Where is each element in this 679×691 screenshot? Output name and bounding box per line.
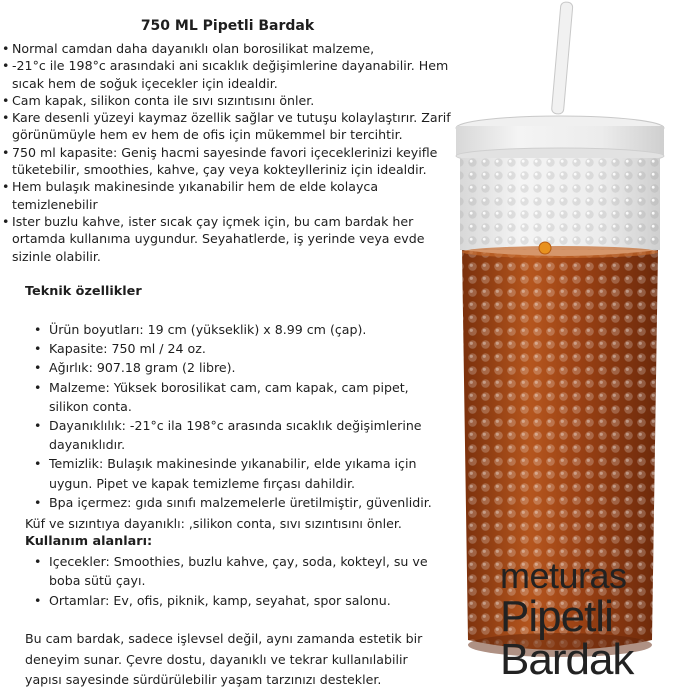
spec-item: • Ağırlık: 907.18 gram (2 libre).: [49, 358, 444, 377]
usage-item: • Ortamlar: Ev, ofis, piknik, kamp, seyahat, spor salonu.: [49, 591, 444, 610]
brand-logo: meturas: [500, 555, 627, 596]
feature-item: • Hem bulaşık makinesinde yıkanabilir hem de elde kolayca temizlenebilir: [12, 178, 467, 213]
feature-item: • Kare desenli yüzeyi kaymaz özellik sağlar ve tutuşu kolaylaştırır. Zarif görünümüyle hem ev hem de ofis için mükemmel bir tercihtir.: [12, 109, 467, 144]
spec-item: • Temizlik: Bulaşık makinesinde yıkanabilir, elde yıkama için uygun. Pipet ve kapak temizleme fırçası dahildir.: [49, 454, 444, 492]
spec-item: • Bpa içermez: gıda sınıfı malzemelerle üretilmiştir, güvenlidir.: [49, 493, 444, 512]
page-title: 750 ML Pipetli Bardak: [140, 18, 315, 34]
usage-heading: Kullanım alanları:: [25, 534, 153, 549]
closing-paragraph: Bu cam bardak, sadece işlevsel değil, aynı zamanda estetik bir deneyim sunar. Çevre dostu, dayanıklı ve tekrar kullanılabilir yapısı sayesinde sürdürülebilir yaşam tarzınızı destekler.: [25, 631, 423, 688]
brand-title-line2: Bardak: [500, 635, 634, 684]
usage-list: [49, 552, 444, 610]
spec-item: • Malzeme: Yüksek borosilikat cam, cam kapak, cam pipet, silikon conta.: [49, 378, 444, 416]
spec-item: • Kapasite: 750 ml / 24 oz.: [49, 339, 444, 358]
spec-item: • Dayanıklılık: -21°c ila 198°c arasında sıcaklık değişimlerine dayanıklıdır.: [49, 416, 444, 454]
tech-specs-heading: Teknik özellikler: [25, 284, 142, 299]
feature-list: [12, 40, 467, 265]
feature-item: • Cam kapak, silikon conta ile sıvı sızıntısını önler.: [12, 92, 467, 109]
feature-item: • -21°c ile 198°c arasındaki ani sıcaklık değişimlerine dayanabilir. Hem sıcak hem de soğuk içecekler için idealdir.: [12, 57, 467, 92]
tech-specs-list: [49, 320, 444, 512]
spec-item: • Ürün boyutları: 19 cm (yükseklik) x 8.99 cm (çap).: [49, 320, 444, 339]
feature-item: • Normal camdan daha dayanıklı olan borosilikat malzeme,: [12, 40, 467, 57]
leak-resistance-line: Küf ve sızıntıya dayanıklı: ,silikon conta, sıvı sızıntısını önler.: [25, 516, 402, 531]
feature-item: • 750 ml kapasite: Geniş hacmi sayesinde favori içeceklerinizi keyifle tüketebilir, smoothies, kahve, çay veya kokteylleriniz için idealdir.: [12, 144, 467, 179]
feature-item: • Ister buzlu kahve, ister sıcak çay içmek için, bu cam bardak her ortamda kullanıma uygundur. Seyahatlerde, iş yerinde veya evde sizinle olabilir.: [12, 213, 467, 265]
brand-title-line1: Pipetli: [500, 592, 613, 641]
usage-item: • Içecekler: Smoothies, buzlu kahve, çay, soda, kokteyl, su ve boba sütü çayı.: [49, 552, 444, 591]
straw: [551, 2, 573, 115]
